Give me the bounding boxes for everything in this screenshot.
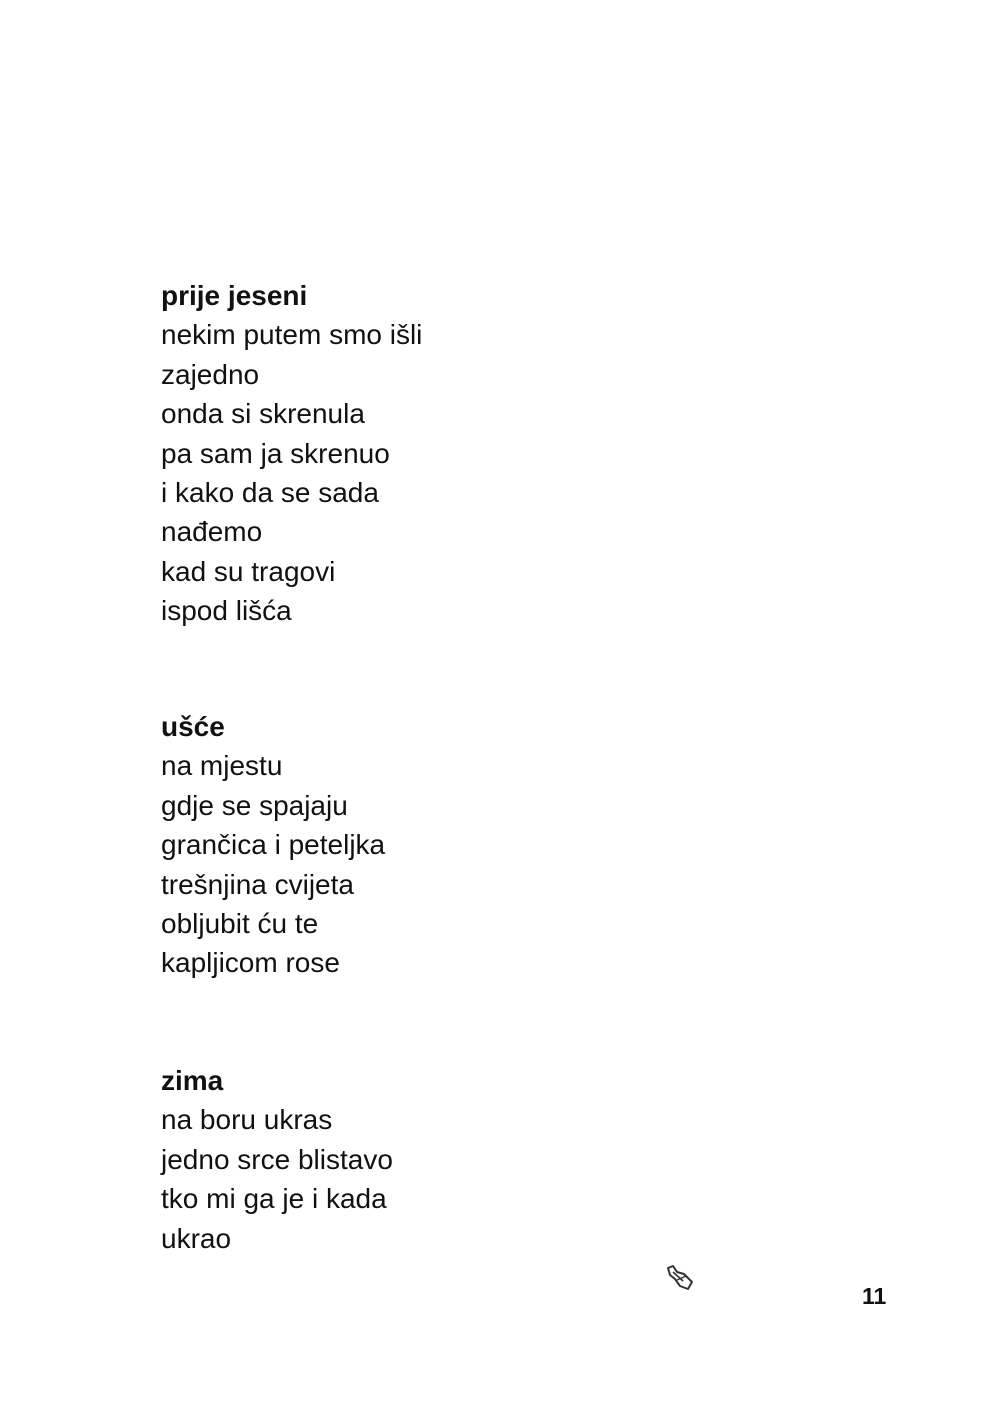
page-number: 11 <box>862 1283 887 1309</box>
poem-line: na mjestu <box>161 750 283 782</box>
poem-line: jedno srce blistavo <box>161 1143 393 1175</box>
poem-line: grančica i peteljka <box>161 829 386 861</box>
poem-line: nađemo <box>161 516 263 548</box>
poem-line: kad su tragovi <box>161 555 336 587</box>
poem-prije-jeseni <box>161 276 422 631</box>
poem-usce <box>161 707 385 983</box>
poem-line: na boru ukras <box>161 1104 333 1136</box>
poem-line: kapljicom rose <box>161 947 340 979</box>
poem-title: zima <box>161 1065 224 1096</box>
poem-title: prije jeseni <box>161 280 308 311</box>
poem-line: zajedno <box>161 358 260 390</box>
poem-title: ušće <box>161 711 225 742</box>
poem-line: nekim putem smo išli <box>161 319 423 351</box>
poem-line: obljubit ću te <box>161 908 319 940</box>
poem-zima <box>161 1061 393 1258</box>
poem-line: i kako da se sada <box>161 477 379 509</box>
poem-line: onda si skrenula <box>161 398 365 430</box>
poem-line: tko mi ga je i kada <box>161 1183 387 1215</box>
poem-line: trešnjina cvijeta <box>161 868 354 900</box>
poem-line: ukrao <box>161 1222 232 1254</box>
leaf-flourish-icon <box>664 1262 696 1294</box>
poem-line: pa sam ja skrenuo <box>161 437 390 469</box>
poem-line: ispod lišća <box>161 595 292 627</box>
poem-line: gdje se spajaju <box>161 789 348 821</box>
